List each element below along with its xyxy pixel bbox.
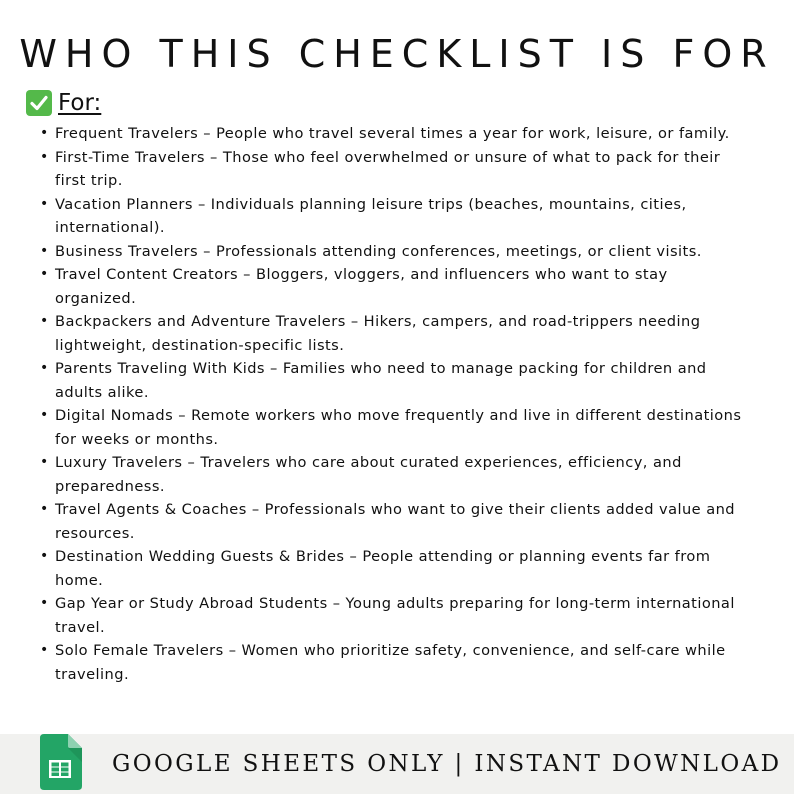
list-item-line: Business Travelers – Professionals attending conferences, meetings, or client visits. — [55, 242, 702, 260]
list-item — [26, 240, 776, 264]
list-item — [26, 263, 776, 310]
list-item — [26, 193, 776, 240]
list-item-line: Digital Nomads – Remote workers who move frequently and live in different destinations — [55, 407, 742, 424]
list-item-line: for weeks or months. — [55, 430, 219, 448]
for-heading — [26, 90, 101, 116]
list-item-line: international). — [55, 219, 165, 236]
list-item — [26, 592, 776, 639]
check-mark-icon — [26, 90, 52, 116]
bullet-icon: • — [40, 360, 49, 376]
list-item — [26, 451, 776, 498]
bullet-icon: • — [40, 313, 49, 329]
bullet-icon: • — [40, 125, 49, 141]
list-item — [26, 146, 776, 193]
list-item-line: travel. — [55, 618, 106, 636]
list-item-line: Frequent Travelers – People who travel several times a year for work, leisure, or family. — [55, 125, 730, 142]
footer-text: GOOGLE SHEETS ONLY | INSTANT DOWNLOAD — [112, 751, 782, 777]
list-item-line: organized. — [55, 289, 137, 307]
bullet-icon: • — [40, 195, 49, 212]
list-item — [26, 122, 776, 146]
list-item-line: first trip. — [55, 172, 123, 189]
google-sheets-icon — [40, 734, 82, 794]
bullet-icon: • — [40, 407, 49, 423]
list-item-line: Travel Content Creators – Bloggers, vloggers, and influencers who want to stay — [55, 266, 668, 283]
page-title: WHO THIS CHECKLIST IS FOR — [19, 32, 775, 76]
list-item-line: adults alike. — [55, 383, 149, 401]
list-item-line: Luxury Travelers – Travelers who care about curated experiences, efficiency, and — [55, 454, 682, 471]
bullet-icon: • — [40, 595, 49, 611]
list-item — [26, 357, 776, 404]
bullet-icon: • — [40, 242, 49, 259]
list-item-line: lightweight, destination-specific lists. — [55, 336, 345, 354]
bullet-icon: • — [40, 642, 49, 658]
bullet-icon: • — [40, 501, 49, 517]
list-item — [26, 498, 776, 545]
list-item-line: Travel Agents & Coaches – Professionals who want to give their clients added value and — [55, 501, 735, 518]
footer-banner — [0, 734, 794, 794]
list-item-line: Gap Year or Study Abroad Students – Young adults preparing for long-term international — [55, 595, 735, 612]
list-item-line: home. — [55, 571, 104, 589]
bullet-icon: • — [40, 148, 49, 165]
list-item-line: Parents Traveling With Kids – Families who need to manage packing for children and — [55, 360, 707, 377]
audience-list — [26, 122, 776, 686]
list-item-line: traveling. — [55, 665, 130, 683]
list-item-line: resources. — [55, 524, 135, 542]
list-item-line: Vacation Planners – Individuals planning leisure trips (beaches, mountains, cities, — [55, 195, 687, 213]
list-item-line: preparedness. — [55, 477, 165, 495]
list-item — [26, 639, 776, 686]
bullet-icon: • — [40, 454, 49, 470]
list-item-line: First-Time Travelers – Those who feel overwhelmed or unsure of what to pack for their — [55, 148, 721, 166]
bullet-icon: • — [40, 266, 49, 282]
for-label: For: — [58, 90, 102, 116]
list-item-line: Solo Female Travelers – Women who prioritize safety, convenience, and self-care while — [55, 642, 726, 659]
list-item — [26, 404, 776, 451]
list-item — [26, 545, 776, 592]
list-item-line: Destination Wedding Guests & Brides – People attending or planning events far from — [55, 548, 711, 565]
list-item-line: Backpackers and Adventure Travelers – Hikers, campers, and road-trippers needing — [55, 313, 701, 330]
list-item — [26, 310, 776, 357]
bullet-icon: • — [40, 548, 49, 564]
